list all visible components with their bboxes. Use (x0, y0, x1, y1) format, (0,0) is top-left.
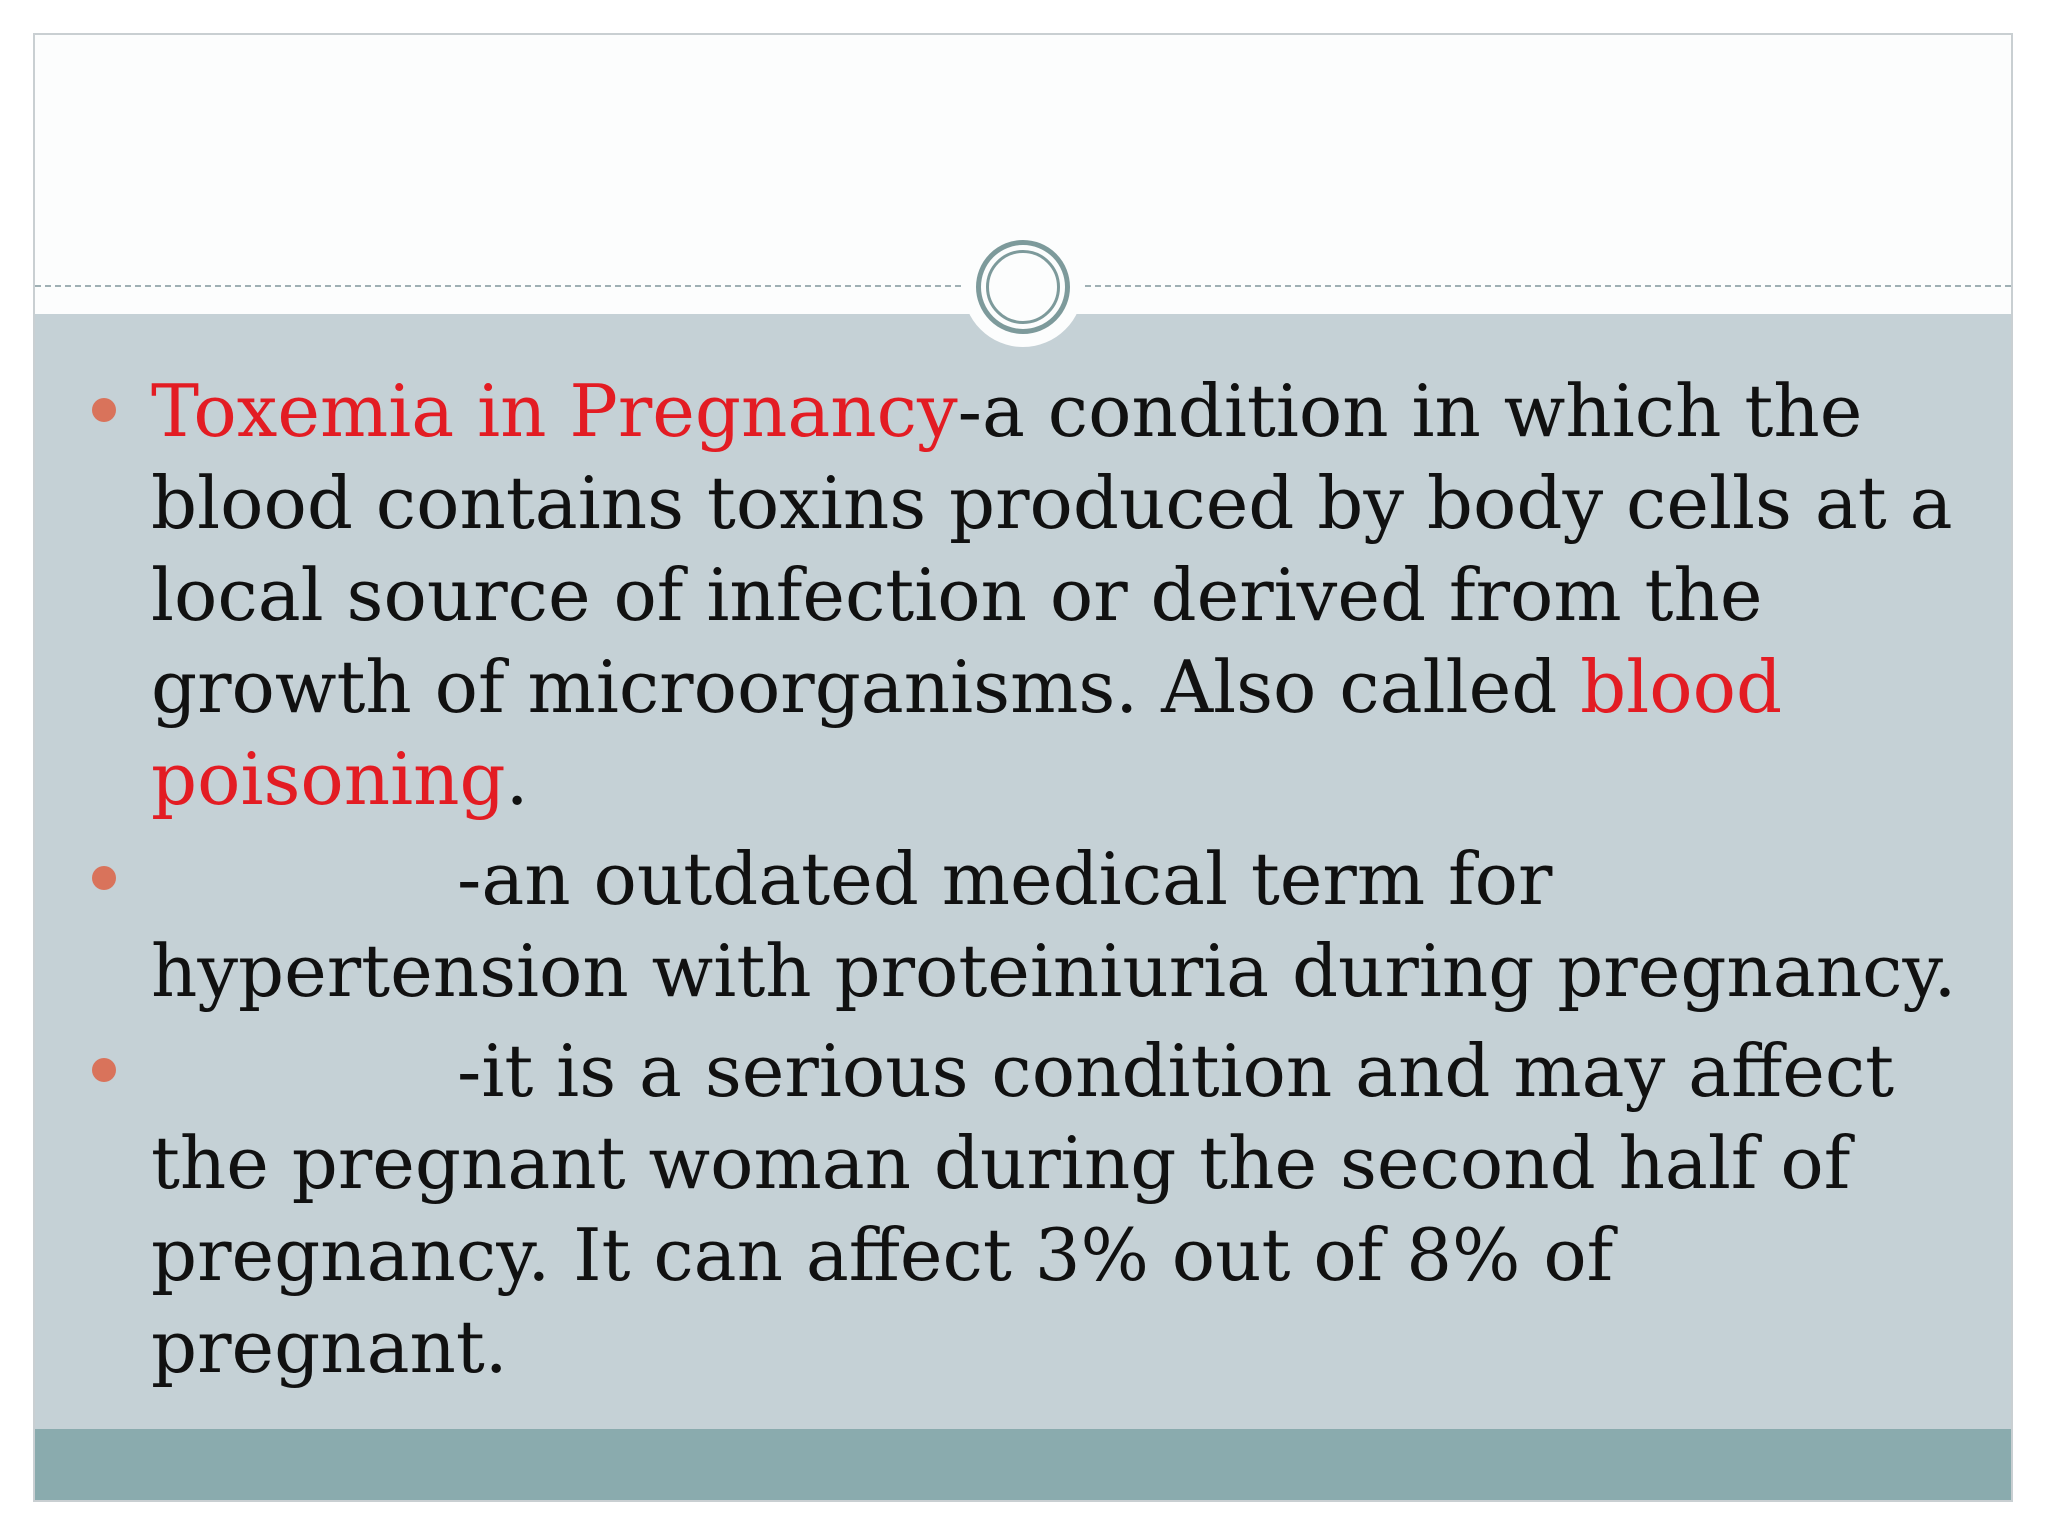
circle-ornament-inner (986, 250, 1060, 324)
term-blood-poisoning: blood poisoning (151, 645, 1783, 821)
bullet-item-outdated-term (35, 833, 2011, 1017)
bullet-text-end: . (505, 737, 529, 821)
bullet-dot-icon (92, 398, 116, 422)
bullet-item-toxemia (35, 365, 2011, 825)
circle-ornament-icon (976, 240, 1070, 334)
slide (33, 33, 2013, 1502)
bullet-text-serious-condition: -it is a serious condition and may affect the pregnant woman during the second half of pregnancy. It can affect 3% out of 8% of pregnant. (151, 1029, 1895, 1389)
bullet-item-serious-condition (35, 1025, 2011, 1393)
bullet-dot-icon (92, 866, 116, 890)
term-toxemia: Toxemia in Pregnancy (151, 369, 958, 453)
bullet-dot-icon (92, 1058, 116, 1082)
bullet-text-outdated-term: -an outdated medical term for hypertension with proteiniuria during pregnancy. (151, 837, 1957, 1013)
footer-bar (35, 1429, 2011, 1500)
bullet-text-definition: -a condition in which the blood contains toxins produced by body cells at a local source of infection or derived from the growth of microorganisms. Also called (151, 369, 1953, 729)
bullet-list (35, 365, 2011, 1401)
